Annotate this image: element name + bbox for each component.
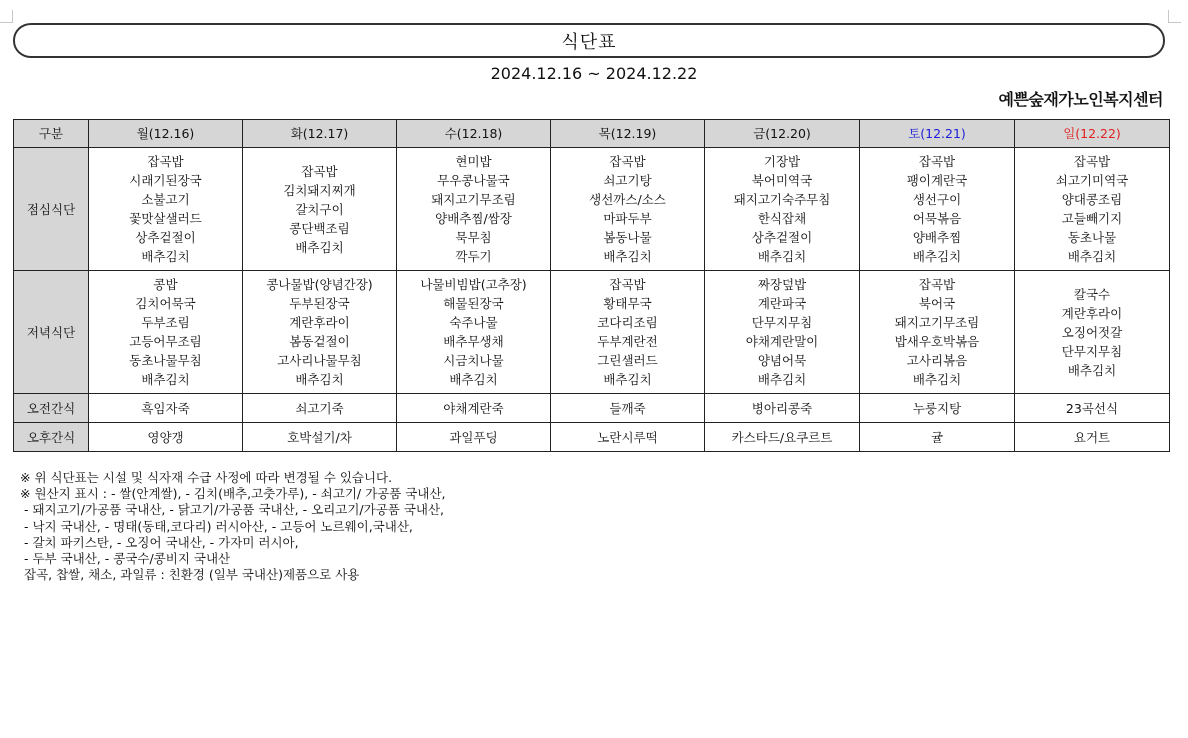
day-header-wed: 수(12.18) xyxy=(397,120,551,148)
menu-item: 코다리조림 xyxy=(597,315,658,330)
snack-cell-wed: 과일푸딩 xyxy=(397,423,551,452)
notes-section xyxy=(20,470,446,583)
menu-item: 두부계란전 xyxy=(597,334,658,349)
menu-item: 북어국 xyxy=(918,296,956,311)
menu-cell-tue xyxy=(243,271,397,394)
menu-item: 봄동겉절이 xyxy=(289,334,350,349)
menu-item: 배추김치 xyxy=(449,372,498,387)
menu-cell-thu xyxy=(551,148,705,271)
menu-cell-thu xyxy=(551,271,705,394)
menu-item: 나물비빔밥(고추장) xyxy=(420,277,527,292)
corner-header: 구분 xyxy=(14,120,89,148)
menu-item: 배추김치 xyxy=(757,372,807,387)
menu-item: 배추김치 xyxy=(912,249,962,264)
header-row xyxy=(14,120,1170,148)
menu-item: 꽃맛살샐러드 xyxy=(129,211,202,226)
menu-item: 야채계란말이 xyxy=(745,334,819,349)
menu-cell-sun xyxy=(1015,271,1170,394)
menu-cell-mon xyxy=(89,148,243,271)
menu-item: 한식잡채 xyxy=(757,211,807,226)
menu-item: 양배추찜 xyxy=(912,230,962,245)
menu-item: 쇠고기미역국 xyxy=(1055,173,1129,188)
snack-cell-mon: 영양갱 xyxy=(89,423,243,452)
menu-item: 배추김치 xyxy=(1067,362,1117,378)
menu-item: 배추김치 xyxy=(295,372,344,387)
menu-item: 잡곡밥 xyxy=(609,154,646,169)
note-line: - 두부 국내산, - 콩국수/콩비지 국내산 xyxy=(20,551,231,567)
menu-item: 시금치나물 xyxy=(443,353,504,368)
menu-item: 묵무침 xyxy=(455,230,492,245)
menu-item: 배추무생채 xyxy=(443,334,504,349)
page-corner-mark-left xyxy=(0,10,13,23)
day-header-fri: 금(12.20) xyxy=(705,120,860,148)
menu-item: 깍두기 xyxy=(455,249,492,264)
menu-item: 동초나물 xyxy=(1067,230,1117,245)
snack-row xyxy=(14,423,1170,452)
row-label: 점심식단 xyxy=(14,148,89,271)
row-label: 오후간식 xyxy=(14,423,89,452)
note-line: - 갈치 파키스탄, - 오징어 국내산, - 가자미 러시아, xyxy=(20,534,299,550)
snack-cell-fri: 카스타드/요쿠르트 xyxy=(705,423,860,452)
menu-item: 김치돼지찌개 xyxy=(283,182,356,198)
menu-item: 배추김치 xyxy=(603,372,652,387)
snack-cell-sun: 요거트 xyxy=(1015,423,1170,452)
menu-item: 배추김치 xyxy=(912,372,962,387)
menu-item: 마파두부 xyxy=(603,211,652,226)
menu-cell-sat xyxy=(860,148,1015,271)
snack-cell-mon: 흑임자죽 xyxy=(89,394,243,423)
snack-cell-thu: 노란시루떡 xyxy=(551,423,705,452)
menu-item: 단무지무침 xyxy=(1061,343,1123,359)
snack-cell-tue: 쇠고기죽 xyxy=(243,394,397,423)
menu-item: 밥새우호박볶음 xyxy=(894,334,980,349)
day-header-mon: 월(12.16) xyxy=(89,120,243,148)
menu-item: 두부된장국 xyxy=(289,296,350,311)
menu-cell-fri xyxy=(705,148,860,271)
menu-cell-tue xyxy=(243,148,397,271)
row-label: 오전간식 xyxy=(14,394,89,423)
note-line: - 낙지 국내산, - 명태(동태,코다리) 러시아산, - 고등어 노르웨이,국내산, xyxy=(20,518,413,534)
menu-item: 콩나물밥(양념간장) xyxy=(266,277,373,292)
menu-item: 계란후라이 xyxy=(289,315,350,330)
menu-item: 소불고기 xyxy=(141,192,190,207)
menu-table xyxy=(13,119,1170,452)
snack-cell-wed: 야채계란죽 xyxy=(397,394,551,423)
menu-item: 고사리볶음 xyxy=(906,353,968,368)
row-label: 저녁식단 xyxy=(14,271,89,394)
menu-item: 양배추찜/쌈장 xyxy=(435,211,512,226)
menu-item: 잡곡밥 xyxy=(1073,154,1111,169)
menu-cell-fri xyxy=(705,271,860,394)
menu-cell-wed xyxy=(397,271,551,394)
menu-item: 생선구이 xyxy=(912,192,962,207)
menu-item: 갈치구이 xyxy=(295,201,344,217)
day-header-thu: 목(12.19) xyxy=(551,120,705,148)
note-line: ※ 원산지 표시 : - 쌀(안계쌀), - 김치(배추,고춧가루), - 쇠고기/ 가공품 국내산, xyxy=(20,486,446,502)
menu-item: 배추김치 xyxy=(141,372,190,387)
snack-cell-thu: 들깨죽 xyxy=(551,394,705,423)
center-name: 예쁜숲재가노인복지센터 xyxy=(998,90,1163,109)
menu-item: 잡곡밥 xyxy=(918,154,956,169)
meal-row xyxy=(14,271,1170,394)
menu-item: 콩단백조림 xyxy=(289,220,350,236)
menu-item: 상추겉절이 xyxy=(135,230,196,245)
day-header-sat: 토(12.21) xyxy=(860,120,1015,148)
day-header-tue: 화(12.17) xyxy=(243,120,397,148)
meal-row xyxy=(14,148,1170,271)
date-range: 2024.12.16 ~ 2024.12.22 xyxy=(490,64,698,83)
title-box xyxy=(13,23,1165,58)
snack-row xyxy=(14,394,1170,423)
menu-item: 북어미역국 xyxy=(751,173,813,188)
menu-item: 황태무국 xyxy=(603,296,652,311)
menu-item: 팽이계란국 xyxy=(906,173,968,188)
menu-cell-sat xyxy=(860,271,1015,394)
menu-item: 계란후라이 xyxy=(1061,305,1123,321)
menu-item: 시래기된장국 xyxy=(129,173,202,188)
menu-item: 그린샐러드 xyxy=(597,353,658,368)
menu-item: 배추김치 xyxy=(295,239,344,255)
menu-item: 배추김치 xyxy=(757,249,807,264)
menu-item: 잡곡밥 xyxy=(918,277,956,292)
menu-item: 두부조림 xyxy=(141,315,190,330)
note-line: ※ 위 식단표는 시설 및 식자재 수급 사정에 따라 변경될 수 있습니다. xyxy=(20,470,393,485)
day-header-sun: 일(12.22) xyxy=(1015,120,1170,148)
menu-item: 봄동나물 xyxy=(603,230,652,245)
menu-item: 생선까스/소스 xyxy=(589,192,666,207)
snack-cell-sat: 누룽지탕 xyxy=(860,394,1015,423)
menu-item: 오징어젓갈 xyxy=(1061,324,1123,340)
snack-cell-sat: 귤 xyxy=(860,423,1015,452)
menu-item: 돼지고기무조림 xyxy=(894,315,980,330)
menu-item: 잡곡밥 xyxy=(147,154,184,169)
menu-item: 배추김치 xyxy=(141,249,190,264)
menu-item: 양념어묵 xyxy=(757,353,807,368)
menu-item: 김치어묵국 xyxy=(135,296,196,311)
menu-item: 돼지고기숙주무침 xyxy=(733,192,831,207)
menu-item: 고등어무조림 xyxy=(129,334,202,349)
menu-item: 양대콩조림 xyxy=(1061,192,1123,207)
menu-item: 고들빼기지 xyxy=(1061,211,1123,226)
snack-cell-sun: 23곡선식 xyxy=(1015,394,1170,423)
menu-item: 계란파국 xyxy=(757,296,807,311)
page-corner-mark-right xyxy=(1168,10,1181,23)
page-title: 식단표 xyxy=(561,31,617,53)
snack-cell-fri: 병아리콩죽 xyxy=(705,394,860,423)
menu-cell-sun xyxy=(1015,148,1170,271)
note-line: 잡곡, 찹쌀, 채소, 과일류 : 친환경 (일부 국내산)제품으로 사용 xyxy=(20,567,360,583)
menu-item: 무우콩나물국 xyxy=(437,173,510,188)
snack-cell-tue: 호박설기/차 xyxy=(243,423,397,452)
menu-item: 현미밥 xyxy=(455,154,492,169)
menu-item: 잡곡밥 xyxy=(609,277,646,292)
menu-item: 해물된장국 xyxy=(443,296,504,311)
note-line: - 돼지고기/가공품 국내산, - 닭고기/가공품 국내산, - 오리고기/가공품 국내산, xyxy=(20,502,445,518)
menu-cell-wed xyxy=(397,148,551,271)
menu-item: 돼지고기무조림 xyxy=(431,192,516,207)
menu-cell-mon xyxy=(89,271,243,394)
menu-item: 상추겉절이 xyxy=(751,230,813,245)
menu-item: 기장밥 xyxy=(763,154,801,169)
menu-item: 동초나물무침 xyxy=(129,353,202,368)
menu-item: 배추김치 xyxy=(603,249,652,264)
menu-item: 단무지무침 xyxy=(751,315,813,330)
menu-table-body xyxy=(14,148,1170,452)
menu-item: 배추김치 xyxy=(1067,249,1117,264)
menu-item: 잡곡밥 xyxy=(301,163,338,179)
menu-item: 칼국수 xyxy=(1073,286,1111,302)
menu-item: 어묵볶음 xyxy=(912,211,962,226)
menu-item: 숙주나물 xyxy=(449,315,498,330)
menu-item: 쇠고기탕 xyxy=(603,173,652,188)
menu-item: 짜장덮밥 xyxy=(757,277,807,292)
menu-item: 콩밥 xyxy=(153,277,178,292)
menu-item: 고사리나물무침 xyxy=(277,353,362,368)
